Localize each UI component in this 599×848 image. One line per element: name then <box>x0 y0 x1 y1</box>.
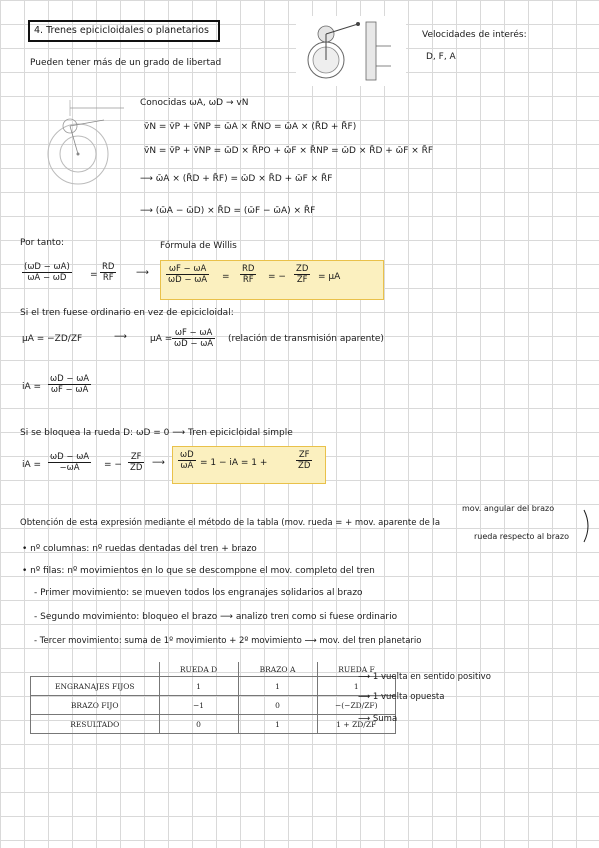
table-cell: −(−ZD/ZF) <box>317 696 396 715</box>
eq-pt-rnum: RD <box>102 262 115 272</box>
table-row <box>31 677 396 696</box>
table-cell: −1 <box>159 696 238 715</box>
si-ordinario: Si el tren fuese ordinario en vez de epicicloidal: <box>20 308 234 318</box>
iA-frac <box>48 374 91 395</box>
equation-4: ⟶ (ω̄A − ω̄D) × R̄D = (ω̄F − ω̄A) × R̄F <box>140 206 316 216</box>
iA2-den: −ωA <box>59 463 80 473</box>
eq-pt-arrow: ⟶ <box>136 268 149 278</box>
table-cell: 0 <box>159 715 238 734</box>
box2-den: ωA <box>180 461 194 471</box>
willis-equals: = <box>222 272 230 282</box>
bullet-filas: • nº filas: nº movimientos en lo que se descompone el mov. completo del tren <box>22 566 375 576</box>
table-row <box>31 715 396 734</box>
gear-sketch <box>44 96 140 188</box>
willis-frac-3 <box>294 264 310 285</box>
willis-den: ωD − ωA <box>168 275 208 285</box>
iA2-num: ωD − ωA <box>50 452 90 462</box>
table-header-row <box>31 662 396 677</box>
table-header-cell: RUEDA D <box>159 662 238 677</box>
willis-num: ωF − ωA <box>166 264 209 275</box>
conocidas-line: Conocidas ωA, ωD → vN <box>140 98 249 108</box>
table-cell: BRAZO FIJO <box>31 696 160 715</box>
willis-frac-2 <box>240 264 256 285</box>
table-cell: 1 <box>317 677 396 696</box>
box2-frac <box>178 450 196 471</box>
obtencion-line: Obtención de esta expresión mediante el método de la tabla (mov. rueda = + mov. aparente de la <box>20 518 441 528</box>
table-header-cell <box>31 662 160 677</box>
table-cell: 1 + ZD/ZF <box>317 715 396 734</box>
closing-paren <box>582 508 594 544</box>
table-header-cell: BRAZO A <box>238 662 317 677</box>
mu-frac <box>172 328 215 349</box>
eq-pt-den: ωA − ωD <box>27 273 67 283</box>
iA2-arrow: ⟶ <box>152 458 165 468</box>
box2-zfrac <box>296 450 312 471</box>
por-tanto: Por tanto: <box>20 238 64 248</box>
mov-2: - Segundo movimiento: bloqueo el brazo ⟶ analizo tren como si fuese ordinario <box>34 612 398 622</box>
equation-3: ⟶ ω̄A × (R̄D + R̄F) = ω̄D × R̄D + ω̄F × R̄F <box>140 174 333 184</box>
tabla-metodo <box>30 662 396 734</box>
iA2-eq: = − <box>104 460 122 470</box>
mu-eq: μA = −ZD/ZF <box>22 334 83 344</box>
mov-angular-brazo: mov. angular del brazo <box>462 504 555 513</box>
iA2-znum: ZF <box>128 452 144 463</box>
equation-vn-1: v̄N = v̄P + v̄NP = ω̄A × R̄NO = ω̄A × (R̄D + R̄F) <box>144 122 357 132</box>
eq-pt-num: (ωD − ωA) <box>24 262 70 272</box>
willis-mid-den: RF <box>242 275 254 285</box>
iA-den: ωF − ωA <box>50 385 89 395</box>
mov-3: - Tercer movimiento: suma de 1º movimiento + 2º movimiento ⟶ mov. del tren planetario <box>34 636 422 646</box>
table-cell: RESULTADO <box>31 715 160 734</box>
note-row-1: ⟶ 1 vuelta en sentido positivo <box>358 672 491 682</box>
box2-num: ωD <box>180 450 194 460</box>
willis-frac-1 <box>166 264 209 285</box>
rueda-respecto-brazo: rueda respecto al brazo <box>474 532 570 541</box>
eq-pt-frac-right <box>100 262 116 283</box>
willis-z-den: ZF <box>296 275 308 285</box>
willis-mid-num: RD <box>242 264 255 274</box>
subtitle: Pueden tener más de un grado de libertad <box>30 58 222 68</box>
velocidades-interes: Velocidades de interés: <box>422 30 527 40</box>
note-row-3: ⟶ Suma <box>358 714 398 724</box>
willis-minus: = − <box>268 272 286 282</box>
si-bloquea: Si se bloquea la rueda D: ωD = 0 ⟶ Tren epicicloidal simple <box>20 428 293 438</box>
box2-znum: ZF <box>296 450 312 461</box>
table-cell: ENGRANAJES FIJOS <box>31 677 160 696</box>
box2-zden: ZD <box>298 461 311 471</box>
box2-mid: = 1 − iA = 1 + <box>200 458 268 468</box>
iA2-frac <box>48 452 91 473</box>
note-row-2: ⟶ 1 vuelta opuesta <box>358 692 445 702</box>
eq-pt-equals: = <box>90 270 98 280</box>
iA2-label: iA = <box>22 460 42 470</box>
table-cell: 1 <box>238 677 317 696</box>
table-header-cell: RUEDA F <box>317 662 396 677</box>
table-cell: 1 <box>238 715 317 734</box>
eq-pt-rden: RF <box>102 273 114 283</box>
velocidades-list: D, F, A <box>426 52 456 62</box>
eq-pt-frac-left <box>22 262 72 283</box>
table-cell: 0 <box>238 696 317 715</box>
iA-num: ωD − ωA <box>50 374 90 384</box>
mu-note: (relación de transmisión aparente) <box>228 334 384 344</box>
iA2-zfrac <box>128 452 144 473</box>
willis-mu: = μA <box>318 272 341 282</box>
iA2-zden: ZD <box>130 463 143 473</box>
mu-arrow: ⟶ <box>114 332 127 342</box>
table-row <box>31 696 396 715</box>
table-cell: 1 <box>159 677 238 696</box>
formula-willis-label: Fórmula de Willis <box>160 241 237 251</box>
mu-num: ωF − ωA <box>172 328 215 339</box>
mu-A-label: μA = <box>150 334 173 344</box>
equation-vn-2: v̄N = v̄P + v̄NP = ω̄D × R̄PO + ω̄F × R̄NP = ω̄D × R̄D + ω̄F × R̄F <box>144 146 434 156</box>
bullet-columnas: • nº columnas: nº ruedas dentadas del tren + brazo <box>22 544 257 554</box>
mu-den: ωD − ωA <box>174 339 214 349</box>
planetary-gear-image <box>296 16 406 86</box>
mov-1: - Primer movimiento: se mueven todos los engranajes solidarios al brazo <box>34 588 363 598</box>
section-title: 4. Trenes epicicloidales o planetarios <box>34 25 209 36</box>
willis-z-num: ZD <box>296 264 309 274</box>
iA-label: iA = <box>22 382 42 392</box>
